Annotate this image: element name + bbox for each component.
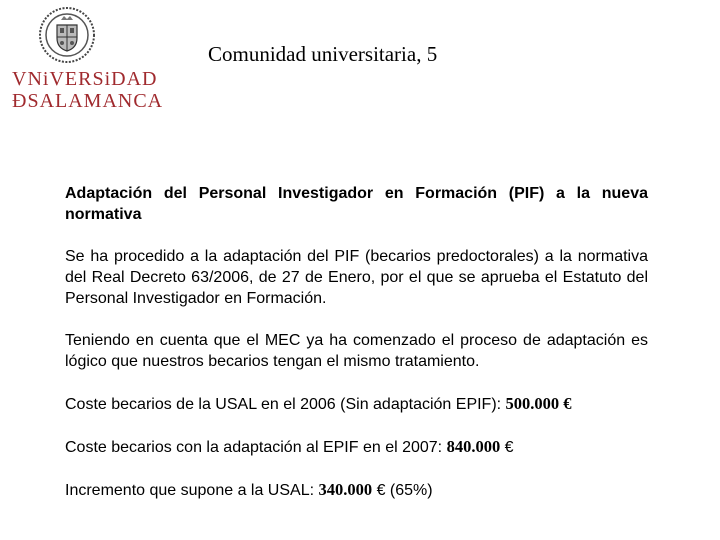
increase-value: 340.000 [318,480,373,499]
increase-unit: € (65%) [372,482,433,499]
cost-2007-unit: € [500,439,514,456]
cost-2007-line [65,436,648,458]
paragraph-mec: Teniendo en cuenta que el MEC ya ha comenzado el proceso de adaptación es lógico que nuestros becarios tengan el mismo tratamiento. [65,332,648,370]
increase-line [65,479,648,501]
logo-line-2: ÐSALAMANCA [12,90,164,112]
cost-2006-label: Coste becarios de la USAL en el 2006 (Sin adaptación EPIF): [65,396,506,413]
university-seal-icon [38,6,96,64]
cost-2007-label: Coste becarios con la adaptación al EPIF en el 2007: [65,439,447,456]
cost-2006-line [65,393,648,415]
increase-label: Incremento que supone a la USAL: [65,482,319,499]
university-logo [12,68,163,112]
logo-line-1: VNiVERSiDAD [12,68,158,90]
cost-2007-value: 840.000 [446,437,501,456]
paragraph-adaptation: Se ha procedido a la adaptación del PIF (becarios predoctorales) a la normativa del Real Decreto 63/2006, de 27 de Enero, por el que se aprueba el Estatuto del Personal Investigador en Formación. [65,248,648,307]
cost-2006-value: 500.000 € [505,394,572,413]
section-heading: Adaptación del Personal Investigador en Formación (PIF) a la nueva normativa [65,185,648,223]
slide-content [65,183,648,501]
slide-title: Comunidad universitaria, 5 [208,42,438,66]
